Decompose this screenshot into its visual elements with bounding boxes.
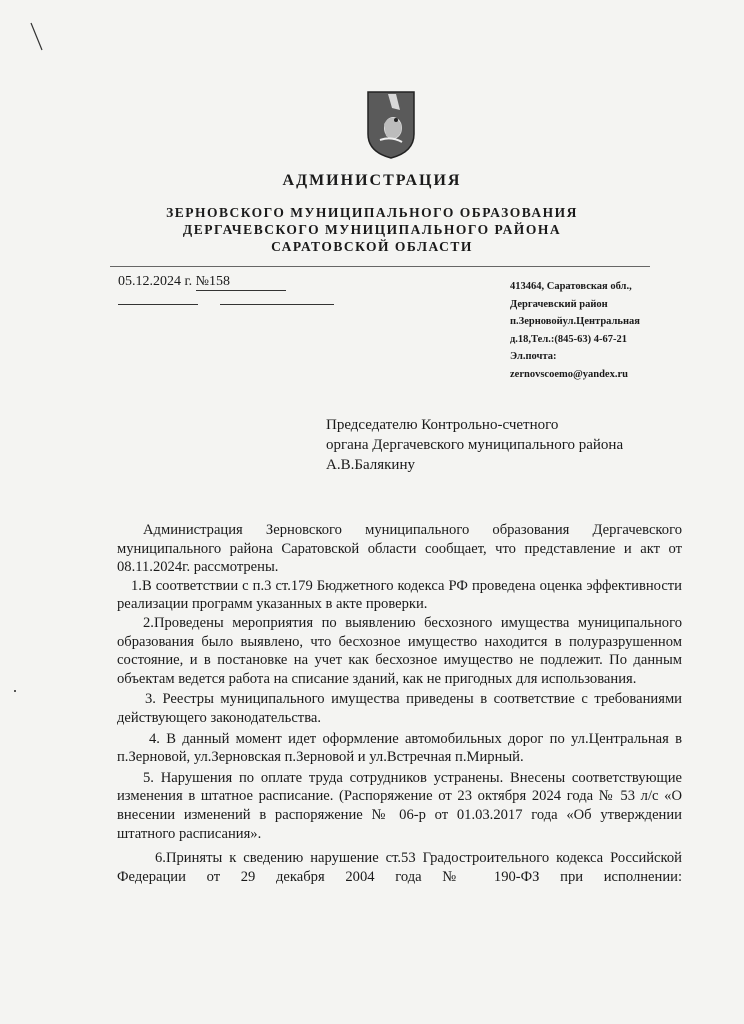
org-line: ЗЕРНОВСКОГО МУНИЦИПАЛЬНОГО ОБРАЗОВАНИЯ <box>166 205 578 220</box>
paragraph-3: 3. Реестры муниципального имущества приведены в соответствие с требованиями действующего законодательства. <box>117 691 682 726</box>
recipient-line: органа Дергачевского муниципального района <box>326 437 624 453</box>
coat-of-arms-icon <box>366 90 416 160</box>
org-line: ДЕРГАЧЕВСКОГО МУНИЦИПАЛЬНОГО РАЙОНА <box>182 222 562 237</box>
paragraph-6: 6.Приняты к сведению нарушение ст.53 Градостроительного кодекса Российской Федерации от 29 декабря 2004 года № 190-ФЗ при исполнении: <box>117 850 682 885</box>
sender-contacts <box>510 278 680 383</box>
recipient-line: Председателю Контрольно-счетного <box>326 417 559 433</box>
document-reference <box>118 274 286 291</box>
org-line: САРАТОВСКОЙ ОБЛАСТИ <box>271 239 473 254</box>
recipient-block <box>326 415 623 475</box>
page-title: АДМИНИСТРАЦИЯ <box>282 172 462 189</box>
contact-line: 413464, Саратовская обл., <box>510 281 632 292</box>
contact-line: Эл.почта: <box>510 351 557 362</box>
document-number: №158 <box>196 274 286 291</box>
recipient-name: А.В.Балякину <box>326 457 415 473</box>
paragraph-2: 2.Проведены мероприятия по выявлению бесхозного имущества муниципального образования было выявлено, что бесхозное имущество находится в полуразрушенном состояние, и в постановке на учет как бесхозное имущество не подлежит. По данным объектам ведется работа на списание зданий, как не пригодных для использования. <box>117 614 682 687</box>
letter-body <box>117 521 682 886</box>
scan-mark <box>30 22 44 52</box>
document-date: 05.12.2024 г. <box>118 274 193 289</box>
reference-blank-lines <box>118 292 334 310</box>
contact-line: п.Зерновойул.Центральная <box>510 316 640 327</box>
scan-speck <box>14 690 16 692</box>
paragraph-4: 4. В данный момент идет оформление автомобильных дорог по ул.Центральная в п.Зерновой, ул.Зерновская п.Зерновой и ул.Встречная п.Мирный. <box>117 730 682 766</box>
header-divider <box>110 266 650 267</box>
paragraph-5: 5. Нарушения по оплате труда сотрудников устранены. Внесены соответствующие изменения в штатное расписание. (Распоряжение от 23 октября 2024 года № 53 л/с «О внесении изменений в распоряжение № 06-р от 01.03.2017 года «Об утверждении штатного расписания». <box>117 769 682 842</box>
paragraph-intro: Администрация Зерновского муниципального образования Дергачевского муниципального района Саратовской области сообщает, что представление и акт от 08.11.2024г. рассмотрены. <box>117 522 682 576</box>
contact-email: zernovscoemo@yandex.ru <box>510 368 628 380</box>
contact-line: Дергачевский район <box>510 298 608 310</box>
contact-line: д.18,Тел.:(845-63) 4-67-21 <box>510 333 627 345</box>
paragraph-1: 1.В соответствии с п.3 ст.179 Бюджетного кодекса РФ проведена оценка эффективности реализации программ указанных в акте проверки. <box>117 577 682 613</box>
organization-name <box>0 204 744 255</box>
